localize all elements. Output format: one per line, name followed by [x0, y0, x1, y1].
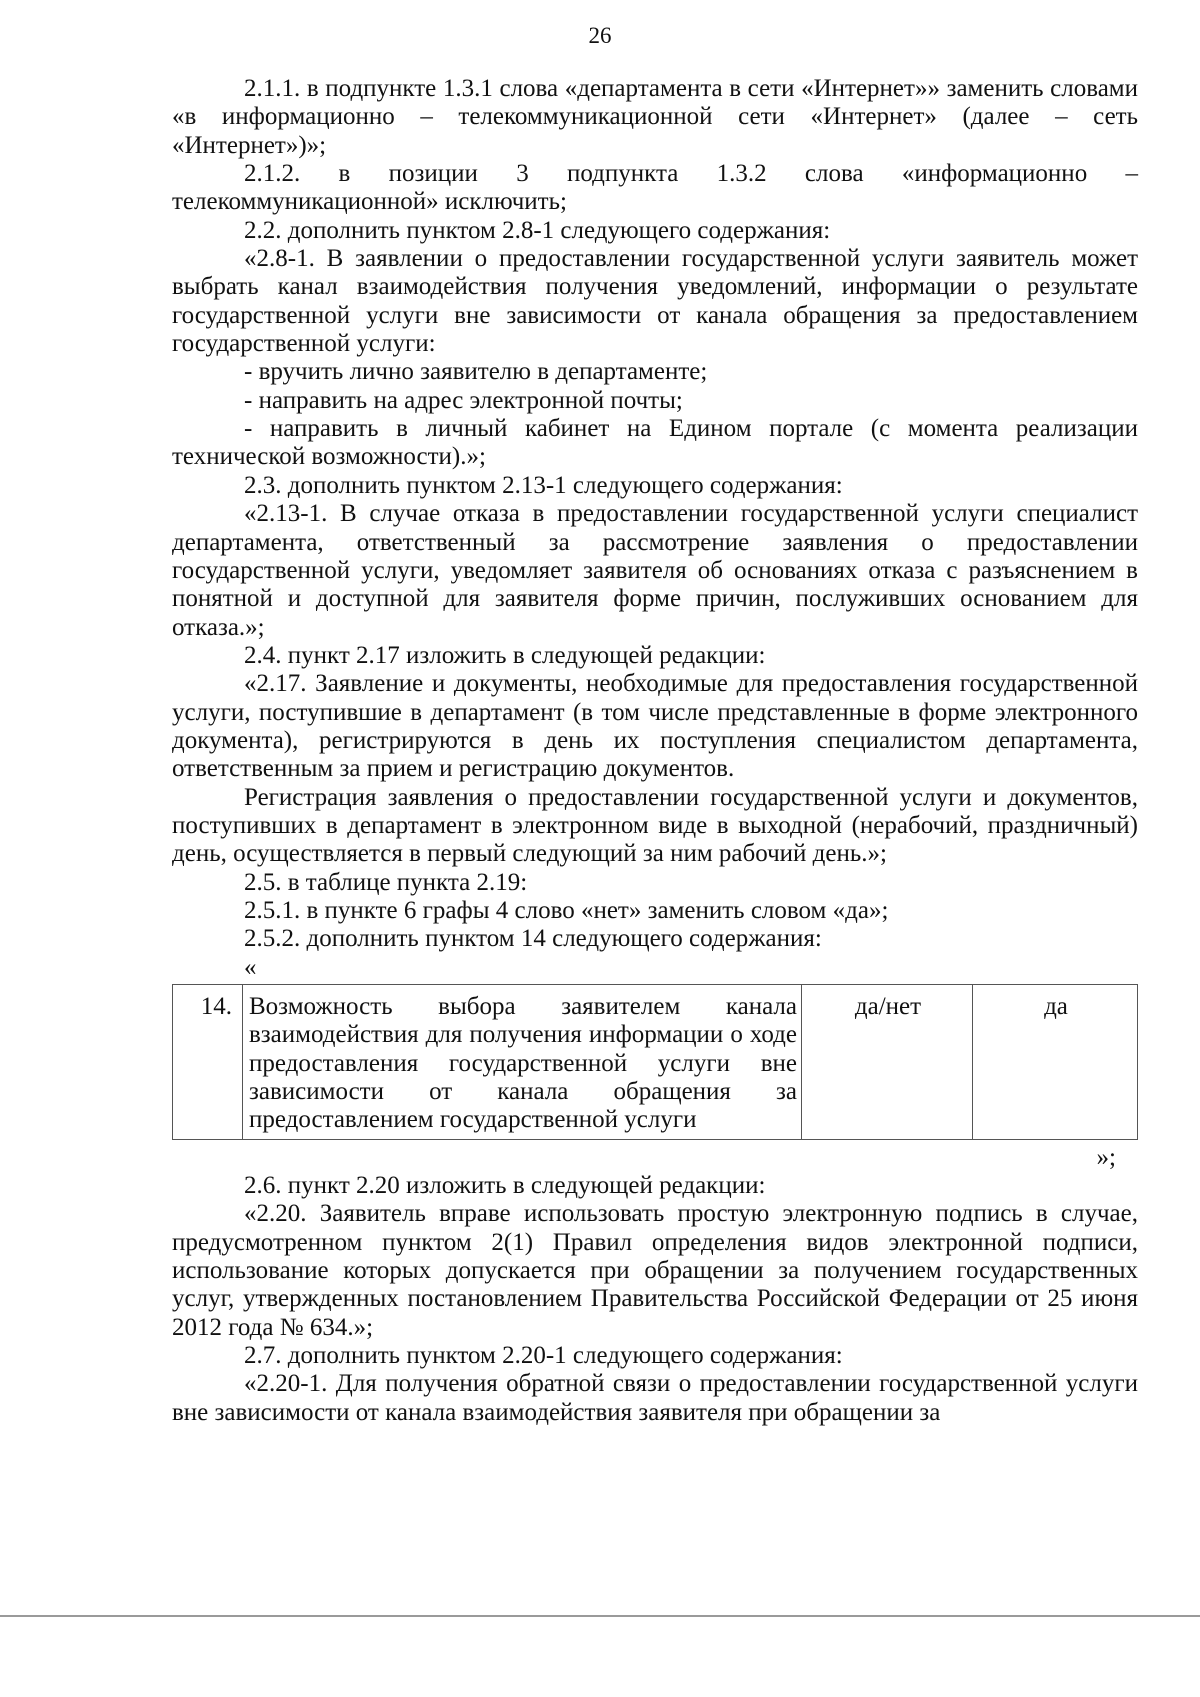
- paragraph: «2.20. Заявитель вправе использовать простую электронную подпись в случае, предусмотренном пунктом 2(1) Правил определения видов электронной подписи, использование которых допускается при обращении за получением государственных услуг, утвержденных постановлением Правительства Российской Федерации от 25 июня 2012 года № 634.»;: [172, 1200, 1138, 1341]
- paragraph: - вручить лично заявителю в департаменте;: [244, 358, 708, 386]
- description-cell: Возможность выбора заявителем канала взаимодействия для получения информации о ходе предоставления государственной услуги вне зависимости от канала обращения за предоставлением государственной услуги: [243, 985, 802, 1140]
- table-row: [173, 985, 1138, 1140]
- amendment-table: [172, 984, 1138, 1140]
- amendment-list-before-table: [172, 75, 1138, 982]
- paragraph: - направить на адрес электронной почты;: [244, 386, 683, 414]
- paragraph: 2.5. в таблице пункта 2.19:: [244, 868, 528, 896]
- paragraph: 2.1.2. в позиции 3 подпункта 1.3.2 слова «информационно –: [244, 160, 1138, 188]
- page-number: 26: [588, 23, 612, 48]
- paragraph: - направить в личный кабинет на Едином портале (с момента реализации технической возможности).»;: [172, 415, 1138, 471]
- paragraph: Регистрация заявления о предоставлении государственной услуги и документов, поступивших в департамент в электронном виде в выходной (нерабочий, праздничный) день, осуществляется в первый следующий за ним рабочий день.»;: [172, 783, 1138, 868]
- paragraph: «2.8-1. В заявлении о предоставлении государственной услуги заявитель может выбрать канал взаимодействия получения уведомлений, информации о результате государственной услуги вне зависимости от канала обращения за предоставлением государственной услуги:: [172, 245, 1138, 358]
- paragraph: 2.3. дополнить пунктом 2.13-1 следующего содержания:: [244, 471, 843, 499]
- table-closing-quote: »;: [1096, 1143, 1116, 1171]
- paragraph: 2.1.1. в подпункте 1.3.1 слова «департамента в сети «Интернет»» заменить словами «в информационно – телекоммуникационной сети «Интернет» (далее – сеть «Интернет»)»;: [172, 75, 1138, 159]
- paragraph: «: [244, 953, 257, 981]
- paragraph: 2.2. дополнить пунктом 2.8-1 следующего содержания:: [244, 216, 831, 244]
- paragraph: телекоммуникационной» исключить;: [172, 188, 567, 216]
- row-number-cell: 14.: [173, 985, 243, 1140]
- paragraph: 2.4. пункт 2.17 изложить в следующей редакции:: [244, 641, 766, 669]
- paragraph: 2.5.2. дополнить пунктом 14 следующего содержания:: [244, 925, 822, 953]
- document-body: [172, 75, 1138, 1427]
- paragraph: «2.20-1. Для получения обратной связи о предоставлении государственной услуги вне зависимости от канала взаимодействия заявителя при обращении за: [172, 1370, 1138, 1426]
- paragraph: «2.17. Заявление и документы, необходимые для предоставления государственной услуги, поступившие в департамент (в том числе представленные в форме электронного документа), регистрируются в день их поступления специалистом департамента, ответственным за прием и регистрацию документов.: [172, 670, 1138, 783]
- value-type-cell: да/нет: [802, 985, 973, 1140]
- paragraph: 2.6. пункт 2.20 изложить в следующей редакции:: [244, 1172, 766, 1200]
- paragraph: 2.7. дополнить пунктом 2.20-1 следующего содержания:: [244, 1342, 843, 1370]
- amendment-list-after-table: [172, 1172, 1138, 1427]
- scan-edge-line: [0, 1615, 1200, 1617]
- paragraph: 2.5.1. в пункте 6 графы 4 слово «нет» заменить словом «да»;: [244, 896, 889, 924]
- paragraph: «2.13-1. В случае отказа в предоставлении государственной услуги специалист департамента, ответственный за рассмотрение заявления о предоставлении государственной услуги, уведомляет заявителя об основаниях отказа с разъяснением в понятной и доступной для заявителя форме причин, послуживших основанием для отказа.»;: [172, 500, 1138, 641]
- value-cell: да: [973, 985, 1138, 1140]
